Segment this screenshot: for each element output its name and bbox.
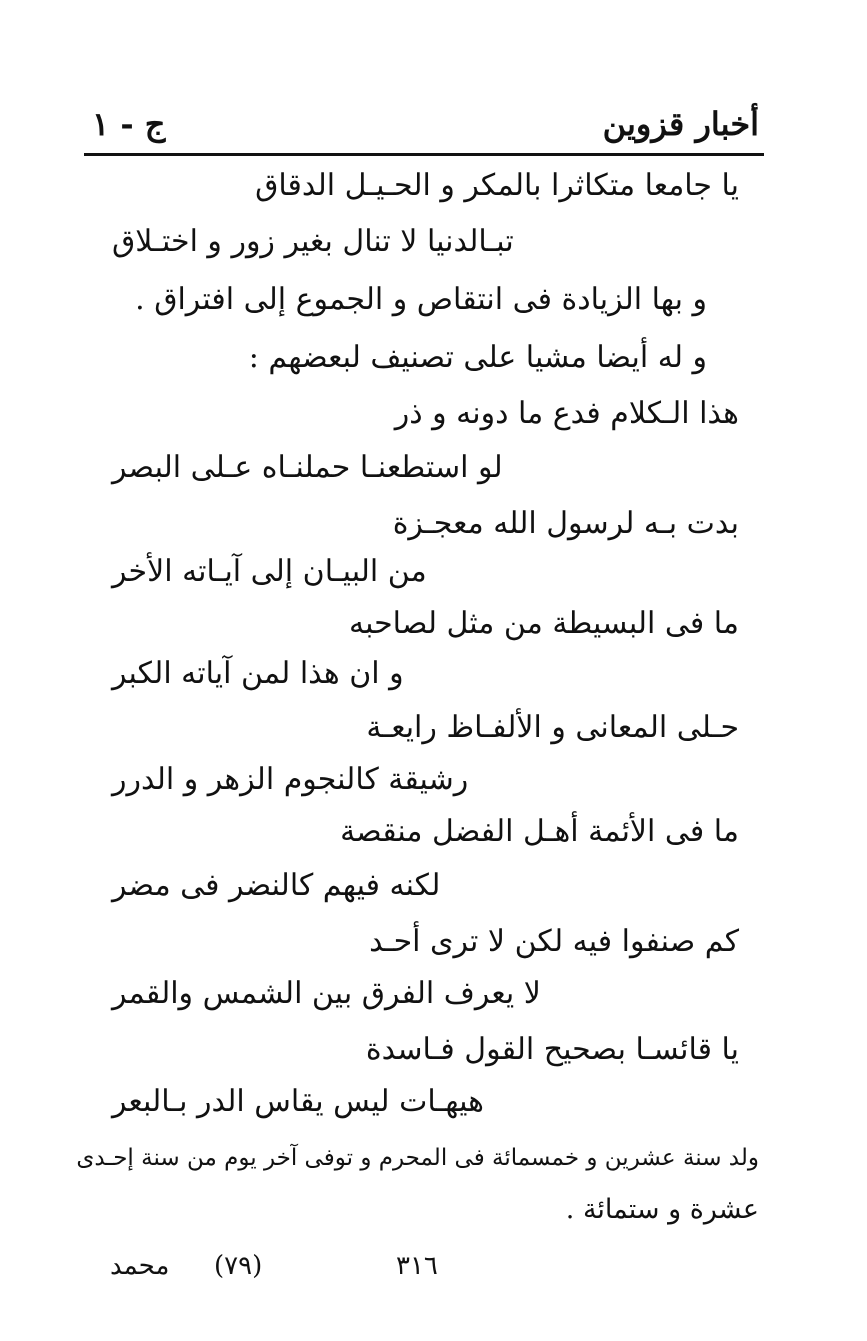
text-line: لو استطعنـا حملنـاه عـلى البصر xyxy=(112,450,503,485)
text-line: لكنه فيهم كالنضر فى مضر xyxy=(112,868,441,903)
text-line: حـلى المعانى و الألفـاظ رايعـة xyxy=(366,710,739,745)
text-line: عشرة و ستمائة . xyxy=(565,1194,759,1225)
running-title: أخبار قزوين xyxy=(602,105,759,143)
text-line: لا يعرف الفرق بين الشمس والقمر xyxy=(112,976,541,1011)
text-line: يا قائسـا بصحيح القول فـاسدة xyxy=(365,1032,739,1067)
text-line: تبـالدنيا لا تنال بغير زور و اختـلاق xyxy=(112,224,514,259)
text-line: و له أيضا مشيا على تصنيف لبعضهم : xyxy=(248,340,707,375)
part-label: ج - ١ xyxy=(92,105,166,143)
printer-signature: محمد xyxy=(110,1251,170,1281)
text-line: من البيـان إلى آيـاته الأخر xyxy=(112,554,427,589)
text-line: و ان هذا لمن آياته الكبر xyxy=(112,656,404,691)
text-line: ما فى الأئمة أهـل الفضل منقصة xyxy=(340,814,739,849)
text-line: بدت بـه لرسول الله معجـزة xyxy=(392,506,739,541)
sequence-number: (٧٩) xyxy=(214,1251,263,1281)
text-line: و بها الزيادة فى انتقاص و الجموع إلى افتراق . xyxy=(135,282,707,317)
text-line: ما فى البسيطة من مثل لصاحبه xyxy=(349,606,739,641)
text-line: هذا الـكلام فدع ما دونه و ذر xyxy=(394,396,739,431)
text-line: كم صنفوا فيه لكن لا ترى أحـد xyxy=(369,924,739,959)
page-number: ٣١٦ xyxy=(396,1251,438,1281)
text-line: ولد سنة عشرين و خمسمائة فى المحرم و توفى آخر يوم من سنة إحـدى xyxy=(76,1145,759,1171)
text-line: هيهـات ليس يقاس الدر بـالبعر xyxy=(112,1084,484,1119)
text-line: يا جامعا متكاثرا بالمكر و الحـيـل الدقاق xyxy=(255,168,739,203)
text-line: رشيقة كالنجوم الزهر و الدرر xyxy=(112,762,469,797)
header-rule xyxy=(84,153,764,156)
